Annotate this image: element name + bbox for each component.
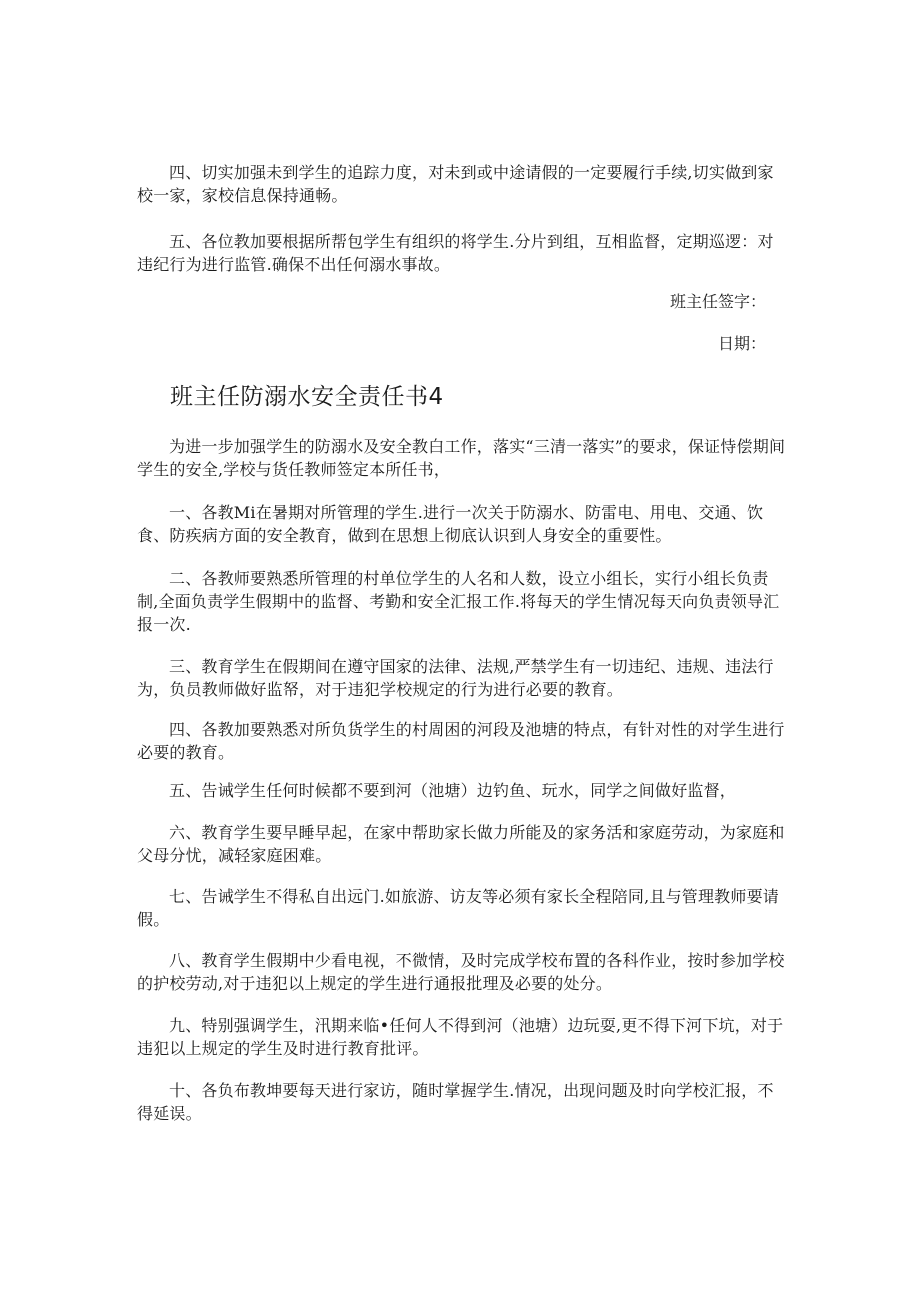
section-title: 班主任防溺水安全责任书4 [170,384,444,410]
item-3: 三、教育学生在假期间在遵守国家的法律、法规,严禁学生有一切违纪、违规、违法行为，负员教师做好监帑，对于违犯学校规定的行为进行必要的教育。 [137,657,774,699]
item-8: 八、教育学生假期中少看电视，不微情，及时完成学校布置的各科作业，按时参加学校的护校劳动,对于违犯以上规定的学生进行通报批理及必要的处分。 [137,951,785,993]
section-intro: 为进一步加强学生的防溺水及安全教白工作，落实“三清一落实”的要求，保证恃偿期间学生的安全,学校与货任教师签定本所任书， [137,437,786,479]
item-10: 十、各负布教坤要每天进行家访，随时掌握学生.情况，出现问题及时向学校汇报，不得延误。 [137,1081,774,1123]
item-7: 七、告诫学生不得私自出远门.如旅游、访友等必须有家长全程陪同,且与管理教师要请假。 [137,887,779,929]
item-6: 六、教育学生要早睡早起，在家中帮助家长做力所能及的家务活和家庭劳动，为家庭和父母分忧，减轻家庭困难。 [137,823,785,865]
item-2: 二、各教师要熟悉所管理的村单位学生的人名和人数，设立小组长，实行小组长负责制,全面负责学生假期中的监督、考勤和安全汇报工作.将每天的学生情况每天向负责领导汇报一次. [137,569,780,634]
signature-label: 班主任签字： [669,292,766,311]
prev-item-5: 五、各位教加要根据所帮包学生有组织的将学生.分片到组，互相监督，定期巡逻：对违纪行为进行监管.确保不出任何溺水事故。 [137,232,774,274]
prev-item-4: 四、切实加强未到学生的追踪力度，对未到或中途请假的一定要履行手续,切实做到家校一家，家校信息保持通畅。 [137,163,774,205]
item-1: 一、各教Mi在暑期对所管理的学生.进行一次关于防溺水、防雷电、用电、交通、饮食、防疾病方面的安全教育，做到在思想上彻底认识到人身安全的重要性。 [137,503,764,545]
item-5: 五、告诫学生任何时候都不要到河（池塘）边钓鱼、玩水，同学之间做好监督， [169,781,737,800]
item-9: 九、特别强调学生，汛期来临•任何人不得到河（池塘）边玩耍,更不得下河下坑，对于违犯以上规定的学生及时进行教育批评。 [137,1016,784,1058]
item-4: 四、各教加要熟悉对所负货学生的村周困的河段及池塘的特点，有针对性的对学生进行必要的教育。 [137,720,785,762]
date-label: 日期： [717,334,766,353]
